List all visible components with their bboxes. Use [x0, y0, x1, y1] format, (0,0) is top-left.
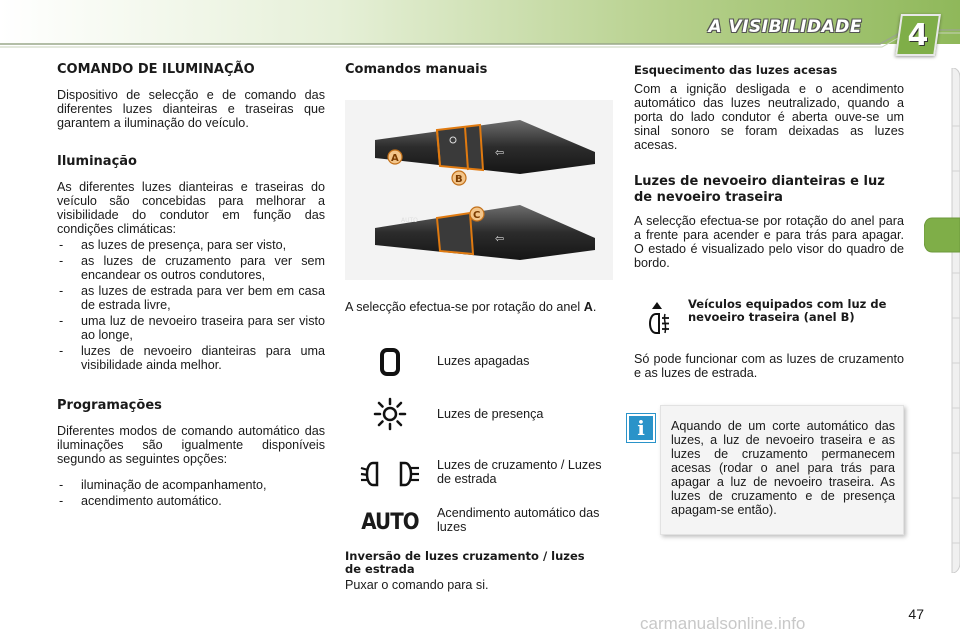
lighting-paragraph: As diferentes luzes dianteiras e traseiras do veículo são concebidas para melhorar a visibilidade do condutor em função das condições climáticas:	[57, 180, 325, 236]
list-item: - luzes de nevoeiro dianteiras para uma visibilidade ainda melhor.	[57, 344, 325, 372]
mode-row-lights-off	[345, 344, 615, 388]
chapter-side-tabs	[924, 68, 960, 573]
mode-label: Luzes apagadas	[437, 354, 530, 368]
ring-a-reference: A	[583, 300, 593, 314]
mode-row-auto	[345, 504, 615, 548]
section-title-lighting-control: COMANDO DE ILUMINAÇÃO	[57, 62, 255, 77]
mode-row-sidelights	[345, 396, 615, 440]
subsection-title-programming: Programações	[57, 398, 162, 413]
list-item: - as luzes de cruzamento para ver sem encandear os outros condutores,	[57, 254, 325, 282]
chapter-number-badge	[895, 14, 941, 56]
callout-b-label: B	[455, 174, 463, 185]
inversion-title: Inversão de luzes cruzamento / luzes de estrada	[345, 549, 585, 576]
programming-list	[57, 478, 325, 510]
mode-label: Acendimento automático das luzes	[437, 506, 600, 534]
callout-a-label: A	[391, 153, 399, 164]
mode-label: Luzes de cruzamento / Luzes de estrada	[437, 458, 602, 486]
fog-lights-title: Luzes de nevoeiro dianteiras e luz de nevoeiro traseira	[634, 174, 885, 205]
sidelights-icon	[355, 396, 425, 432]
mode-label: Luzes de presença	[437, 407, 544, 421]
chapter-number: 4	[907, 18, 929, 53]
list-item: - uma luz de nevoeiro traseira para ser visto ao longe,	[57, 314, 325, 342]
programming-paragraph: Diferentes modos de comando automático das iluminações são igualmente disponíveis segundo as seguintes opções:	[57, 424, 325, 466]
fog-lights-paragraph: A selecção efectua-se por rotação do anel para a frente para acender e para trás para apagar. O estado é visualizado pelo visor do quadro de bordo.	[634, 214, 904, 270]
chapter-title: A VISIBILIDADE	[708, 17, 862, 37]
subsection-title-lighting: Iluminação	[57, 154, 137, 169]
watermark: carmanualsonline.info	[640, 614, 806, 633]
rear-fog-vehicles-title: Veículos equipados com luz de nevoeiro traseira (anel B)	[688, 297, 887, 324]
page-number: 47	[908, 606, 924, 622]
list-item: - as luzes de presença, para ser visto,	[57, 238, 325, 252]
dipped-main-beam-icon	[355, 456, 425, 492]
svg-text:⇦: ⇦	[495, 232, 505, 245]
list-item: - iluminação de acompanhamento,	[57, 478, 325, 492]
light-stalk-illustration	[345, 100, 613, 280]
inversion-paragraph: Puxar o comando para si.	[345, 578, 489, 592]
lighting-list	[57, 238, 325, 374]
section-title-manual-controls: Comandos manuais	[345, 62, 488, 77]
mode-row-dipped-main-beam	[345, 456, 615, 500]
rear-fog-vehicles-paragraph: Só pode funcionar com as luzes de cruzamento e as luzes de estrada.	[634, 352, 904, 380]
forget-lights-title: Esquecimento das luzes acesas	[634, 63, 838, 77]
svg-text:⇦: ⇦	[495, 146, 505, 159]
auto-lights-icon: AUTO	[361, 509, 419, 535]
selection-paragraph: A selecção efectua-se por rotação do anel A.	[345, 300, 597, 314]
forget-lights-paragraph: Com a ignição desligada e o acendimento automático das luzes neutralizado, quando a porta do lado condutor é aberta ouve-se um sinal sonoro se foram deixadas as luzes acesas.	[634, 82, 904, 152]
list-item: - as luzes de estrada para ver bem em casa de estrada livre,	[57, 284, 325, 312]
info-note-text: Aquando de um corte automático das luzes, a luz de nevoeiro traseira e as luzes de cruzamento permanecem acesas (rodar o anel para trás para apagar a luz de nevoeiro traseira. As luzes de cruzamento e de presença apagam-se então).	[671, 419, 895, 517]
stalk-auto-marking: AUTO	[401, 217, 418, 224]
intro-paragraph: Dispositivo de selecção e de comando das diferentes luzes dianteiras e traseiras que garantem a iluminação do veículo.	[57, 88, 325, 130]
lights-off-icon	[355, 344, 425, 380]
rear-fog-light-icon	[644, 300, 670, 336]
list-item: - acendimento automático.	[57, 494, 325, 508]
info-icon: i	[627, 414, 655, 442]
info-note-box	[660, 405, 904, 535]
callout-c-label: C	[473, 210, 481, 221]
